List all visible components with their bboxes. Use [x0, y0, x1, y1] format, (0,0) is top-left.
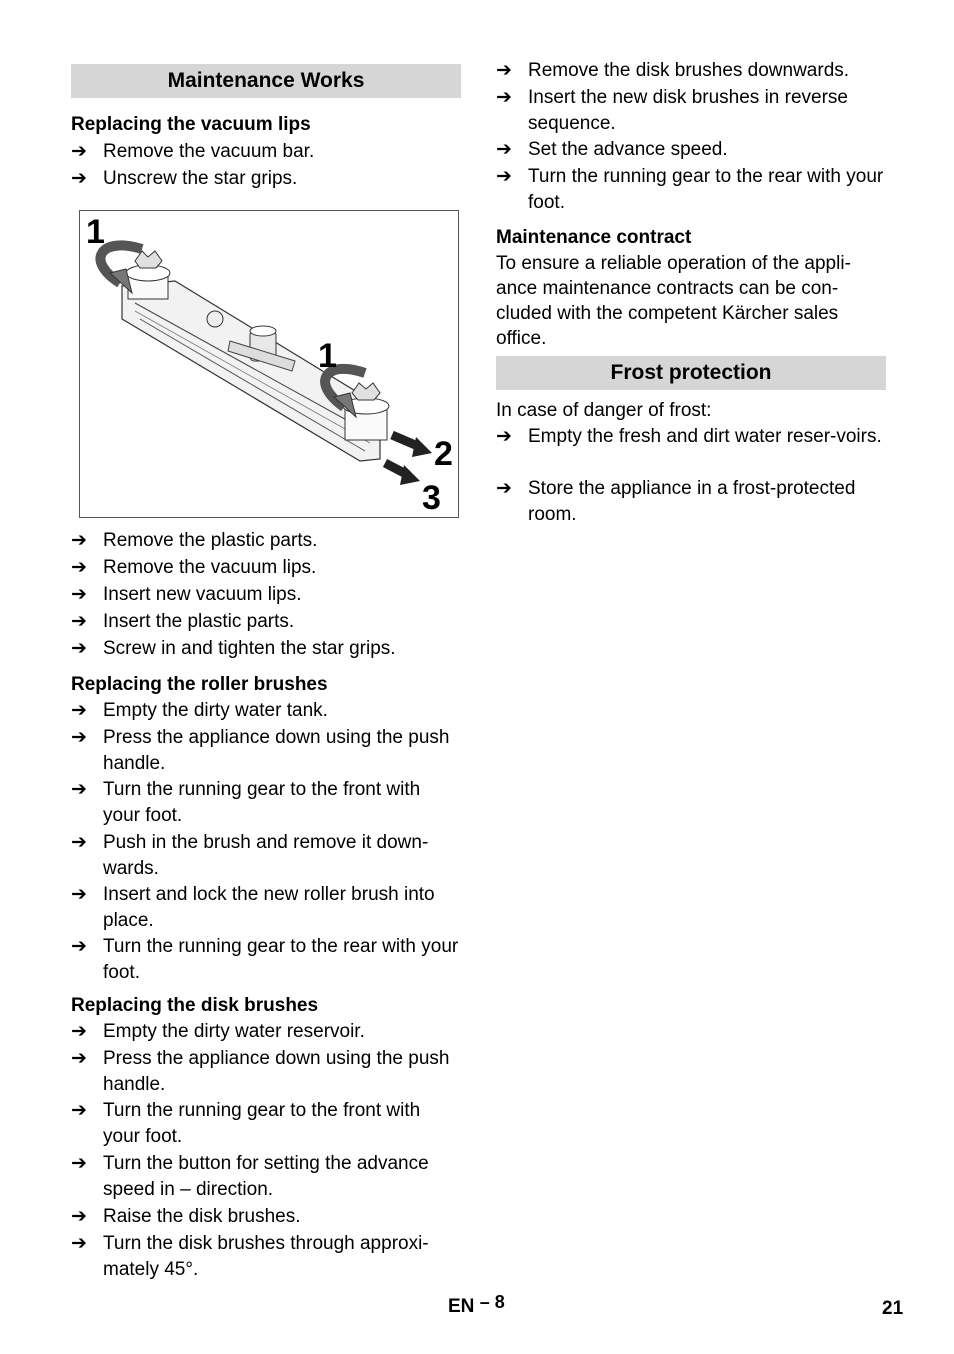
step-item: [71, 1046, 461, 1097]
arrow-right-icon: ➔: [496, 426, 512, 447]
step-text: Remove the vacuum lips.: [103, 557, 317, 578]
step-item: [496, 85, 886, 136]
frost-intro: In case of danger of frost:: [496, 400, 712, 421]
arrow-right-icon: ➔: [496, 87, 512, 108]
step-text: Unscrew the star grips.: [103, 168, 298, 189]
step-item: [496, 58, 886, 84]
arrow-right-icon: ➔: [71, 1100, 87, 1121]
step-item: [71, 609, 461, 635]
step-text: Insert the plastic parts.: [103, 611, 295, 632]
arrow-right-icon: ➔: [71, 1153, 87, 1174]
step-text: Raise the disk brushes.: [103, 1206, 301, 1227]
step-item: [71, 1204, 461, 1230]
figure-label-2: 2: [434, 435, 453, 473]
step-item: [71, 1019, 461, 1045]
arrow-right-icon: ➔: [71, 1233, 87, 1254]
step-item: [71, 528, 461, 554]
arrow-right-icon: ➔: [71, 557, 87, 578]
arrow-right-icon: ➔: [496, 139, 512, 160]
arrow-right-icon: ➔: [71, 1021, 87, 1042]
step-item: [71, 698, 461, 724]
arrow-right-icon: ➔: [71, 638, 87, 659]
arrow-right-icon: ➔: [71, 727, 87, 748]
step-text: Remove the disk brushes downwards.: [528, 60, 850, 81]
step-item: [71, 636, 461, 662]
arrow-right-icon: ➔: [71, 584, 87, 605]
arrow-right-icon: ➔: [496, 478, 512, 499]
step-item: [71, 777, 461, 828]
step-item: [71, 1151, 461, 1202]
arrow-right-icon: ➔: [496, 60, 512, 81]
step-text: Insert new vacuum lips.: [103, 584, 302, 605]
page-number: 21: [882, 1298, 904, 1319]
step-item: [71, 1231, 461, 1282]
step-text: Push in the brush and remove it down-wards.: [103, 832, 429, 879]
arrow-right-icon: ➔: [71, 832, 87, 853]
arrow-right-icon: ➔: [71, 1206, 87, 1227]
heading-maintenance-contract: Maintenance contract: [496, 227, 692, 248]
step-text: Turn the button for setting the advance speed in – direction.: [103, 1153, 429, 1200]
step-text: Turn the running gear to the rear with your foot.: [528, 166, 884, 213]
arrow-right-icon: ➔: [71, 611, 87, 632]
footer-section-number: – 8: [479, 1292, 505, 1312]
step-text: Press the appliance down using the push handle.: [103, 727, 450, 774]
step-text: Set the advance speed.: [528, 139, 728, 160]
step-item: [71, 1098, 461, 1149]
figure-label-1b: 1: [318, 337, 337, 375]
step-text: Turn the running gear to the front with your foot.: [103, 779, 421, 826]
step-item: [71, 934, 461, 985]
arrow-right-icon: ➔: [496, 166, 512, 187]
step-text: Turn the running gear to the front with your foot.: [103, 1100, 421, 1147]
step-text: Remove the plastic parts.: [103, 530, 318, 551]
step-item: [496, 476, 886, 527]
heading-roller-brushes: Replacing the roller brushes: [71, 674, 328, 695]
step-item: [71, 555, 461, 581]
arrow-right-icon: ➔: [71, 141, 87, 162]
step-item: [496, 424, 886, 450]
step-text: Press the appliance down using the push handle.: [103, 1048, 450, 1095]
step-item: [496, 137, 886, 163]
step-text: Turn the running gear to the rear with your foot.: [103, 936, 459, 983]
arrow-right-icon: ➔: [71, 530, 87, 551]
step-item: [496, 164, 886, 215]
step-text: Store the appliance in a frost-protected room.: [528, 478, 856, 525]
arrow-right-icon: ➔: [71, 936, 87, 957]
section-title-maintenance: Maintenance Works: [71, 64, 461, 98]
step-item: [71, 139, 461, 165]
step-text: Turn the disk brushes through approxi-mately 45°.: [103, 1233, 429, 1280]
step-text: Empty the dirty water tank.: [103, 700, 328, 721]
figure-label-1: 1: [86, 213, 105, 251]
arrow-right-icon: ➔: [71, 1048, 87, 1069]
figure-label-3: 3: [422, 479, 441, 517]
maintenance-contract-text: To ensure a reliable operation of the appli-ance maintenance contracts can be con-cluded with the competent Kärcher sales office.: [496, 253, 851, 349]
heading-disk-brushes: Replacing the disk brushes: [71, 995, 319, 1016]
section-title-frost: Frost protection: [496, 356, 886, 390]
step-text: Empty the dirty water reservoir.: [103, 1021, 365, 1042]
vacuum-bar-figure: [79, 210, 459, 518]
step-item: [71, 882, 461, 933]
step-text: Remove the vacuum bar.: [103, 141, 315, 162]
footer-language: [448, 1292, 505, 1318]
step-text: Empty the fresh and dirt water reser-voirs.: [528, 426, 882, 447]
arrow-right-icon: ➔: [71, 168, 87, 189]
step-text: Screw in and tighten the star grips.: [103, 638, 396, 659]
arrow-right-icon: ➔: [71, 700, 87, 721]
arrow-right-icon: ➔: [71, 884, 87, 905]
step-text: Insert and lock the new roller brush into place.: [103, 884, 435, 931]
footer-lang-code: EN: [448, 1296, 475, 1317]
step-item: [71, 725, 461, 776]
step-item: [71, 166, 461, 192]
vacuum-bar-illustration: [80, 211, 458, 517]
step-item: [71, 582, 461, 608]
heading-vacuum-lips: Replacing the vacuum lips: [71, 114, 311, 135]
step-text: Insert the new disk brushes in reverse sequence.: [528, 87, 848, 134]
step-item: [71, 830, 461, 881]
arrow-right-icon: ➔: [71, 779, 87, 800]
